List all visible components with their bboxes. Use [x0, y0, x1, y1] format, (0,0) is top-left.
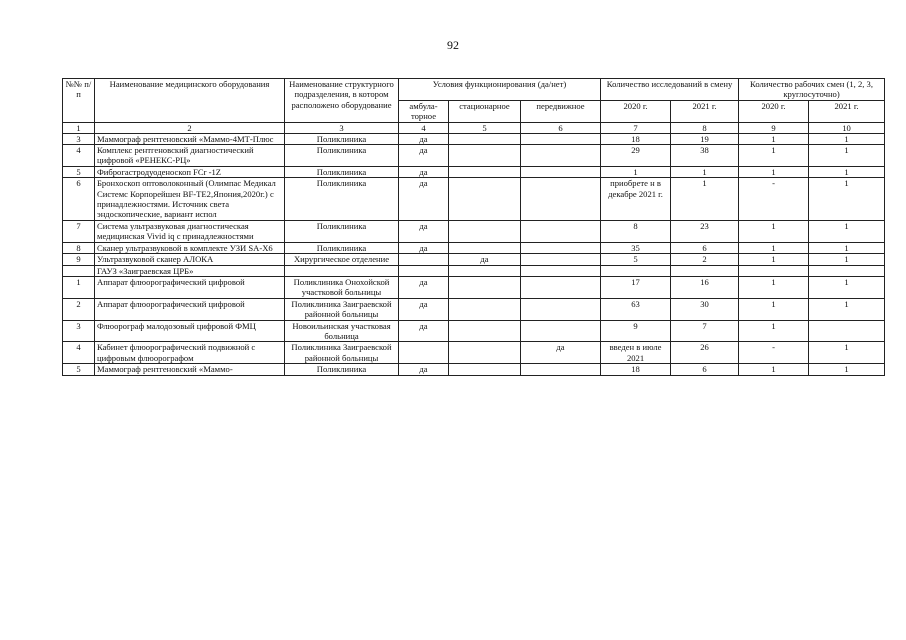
cell-s2020: 18 — [601, 364, 671, 375]
header-num: №№ п/п — [63, 79, 95, 123]
cell-name: Бронхоскоп оптоволоконный (Олимпас Медикал Системс Корпорейшен BF-TE2,Япония,2020г.) с принадлежностями. Источник света эндоскопические, вариант испол — [95, 178, 285, 221]
cell-stat: да — [449, 254, 521, 265]
cell-sh2020: 1 — [739, 220, 809, 242]
header-name: Наименование медицинского оборудования — [95, 79, 285, 123]
table-row — [63, 320, 885, 342]
cell-n: 8 — [63, 242, 95, 253]
header-shifts-2020: 2020 г. — [739, 100, 809, 122]
table-row — [63, 220, 885, 242]
header-studies: Количество исследований в смену — [601, 79, 739, 101]
section-empty-cell — [449, 265, 521, 276]
table-row — [63, 342, 885, 364]
section-empty-cell — [63, 265, 95, 276]
section-empty-cell — [809, 265, 885, 276]
cell-amb: да — [399, 364, 449, 375]
cell-name: Ультразвуковой сканер АЛОКА — [95, 254, 285, 265]
cell-s2021: 26 — [671, 342, 739, 364]
cell-s2020: 18 — [601, 133, 671, 144]
cell-s2020: 8 — [601, 220, 671, 242]
cell-unit: Новоильинская участковая больница — [285, 320, 399, 342]
cell-s2020: 17 — [601, 276, 671, 298]
cell-s2021: 7 — [671, 320, 739, 342]
cell-sh2021: 1 — [809, 145, 885, 167]
section-empty-cell — [399, 265, 449, 276]
section-empty-cell — [285, 265, 399, 276]
cell-name: Маммограф рентгеновский «Маммо- — [95, 364, 285, 375]
cell-sh2020: 1 — [739, 166, 809, 177]
column-number: 9 — [739, 122, 809, 133]
cell-unit: Хирургическое отделение — [285, 254, 399, 265]
cell-unit: Поликлиника — [285, 220, 399, 242]
cell-sh2021: 1 — [809, 254, 885, 265]
header-unit: Наименование структурного подразделения, в котором расположено оборудование — [285, 79, 399, 123]
cell-mob — [521, 254, 601, 265]
cell-unit: Поликлиника — [285, 364, 399, 375]
cell-mob — [521, 320, 601, 342]
cell-stat — [449, 145, 521, 167]
cell-n: 6 — [63, 178, 95, 221]
cell-mob — [521, 166, 601, 177]
cell-s2020: 29 — [601, 145, 671, 167]
cell-sh2021: 1 — [809, 276, 885, 298]
cell-n: 7 — [63, 220, 95, 242]
cell-amb: да — [399, 178, 449, 221]
cell-sh2021: 1 — [809, 242, 885, 253]
cell-sh2020: 1 — [739, 133, 809, 144]
column-number: 4 — [399, 122, 449, 133]
cell-name: Фиброгастродуоденоскоп FCr -1Z — [95, 166, 285, 177]
header-inpatient: стационарное — [449, 100, 521, 122]
cell-sh2021: 1 — [809, 166, 885, 177]
cell-name: Комплекс рентгеновский диагностический цифровой «РЕНЕКС-РЦ» — [95, 145, 285, 167]
column-number: 3 — [285, 122, 399, 133]
cell-sh2020: 1 — [739, 254, 809, 265]
table-row — [63, 133, 885, 144]
table-row — [63, 145, 885, 167]
cell-stat — [449, 320, 521, 342]
cell-sh2020: 1 — [739, 276, 809, 298]
cell-stat — [449, 133, 521, 144]
table-row — [63, 254, 885, 265]
cell-mob — [521, 276, 601, 298]
cell-sh2021: 1 — [809, 220, 885, 242]
cell-amb: да — [399, 298, 449, 320]
cell-n: 5 — [63, 166, 95, 177]
cell-n: 4 — [63, 342, 95, 364]
cell-amb: да — [399, 320, 449, 342]
section-empty-cell — [739, 265, 809, 276]
cell-stat — [449, 242, 521, 253]
cell-sh2021: 1 — [809, 342, 885, 364]
table-row — [63, 242, 885, 253]
section-row — [63, 265, 885, 276]
column-number-row — [63, 122, 885, 133]
cell-unit: Поликлиника — [285, 145, 399, 167]
cell-amb: да — [399, 242, 449, 253]
cell-s2021: 16 — [671, 276, 739, 298]
cell-stat — [449, 178, 521, 221]
table-row — [63, 298, 885, 320]
section-title: ГАУЗ «Заиграевская ЦРБ» — [95, 265, 285, 276]
cell-amb: да — [399, 220, 449, 242]
table-row — [63, 276, 885, 298]
cell-sh2020: 1 — [739, 364, 809, 375]
cell-sh2021: 1 — [809, 178, 885, 221]
cell-s2021: 6 — [671, 364, 739, 375]
cell-s2021: 19 — [671, 133, 739, 144]
cell-sh2020: - — [739, 178, 809, 221]
cell-name: Флюорограф малодозовый цифровой ФМЦ — [95, 320, 285, 342]
cell-s2020: 5 — [601, 254, 671, 265]
cell-mob — [521, 133, 601, 144]
table-row — [63, 166, 885, 177]
cell-sh2021: 1 — [809, 364, 885, 375]
cell-name: Маммограф рентгеновский «Маммо-4МТ-Плюс — [95, 133, 285, 144]
cell-mob — [521, 364, 601, 375]
column-number: 2 — [95, 122, 285, 133]
cell-n: 5 — [63, 364, 95, 375]
cell-s2020: 9 — [601, 320, 671, 342]
section-empty-cell — [521, 265, 601, 276]
cell-s2020: введен в июле 2021 — [601, 342, 671, 364]
cell-s2021: 30 — [671, 298, 739, 320]
cell-n: 1 — [63, 276, 95, 298]
cell-stat — [449, 364, 521, 375]
cell-mob — [521, 145, 601, 167]
header-ambulatory: амбула-торное — [399, 100, 449, 122]
cell-n: 3 — [63, 133, 95, 144]
cell-unit: Поликлиника — [285, 242, 399, 253]
header-studies-2020: 2020 г. — [601, 100, 671, 122]
cell-amb — [399, 254, 449, 265]
page-number: 92 — [447, 38, 459, 52]
table-row — [63, 178, 885, 221]
cell-sh2020: 1 — [739, 320, 809, 342]
cell-sh2020: 1 — [739, 145, 809, 167]
section-empty-cell — [601, 265, 671, 276]
column-number: 5 — [449, 122, 521, 133]
cell-amb: да — [399, 133, 449, 144]
header-studies-2021: 2021 г. — [671, 100, 739, 122]
cell-s2021: 2 — [671, 254, 739, 265]
cell-s2021: 23 — [671, 220, 739, 242]
cell-amb: да — [399, 166, 449, 177]
cell-unit: Поликлиника Заиграевской районной больницы — [285, 342, 399, 364]
cell-amb: да — [399, 145, 449, 167]
cell-mob — [521, 298, 601, 320]
cell-amb: да — [399, 276, 449, 298]
cell-sh2020: 1 — [739, 298, 809, 320]
cell-stat — [449, 276, 521, 298]
cell-mob — [521, 242, 601, 253]
cell-s2020: 63 — [601, 298, 671, 320]
cell-s2021: 38 — [671, 145, 739, 167]
cell-s2021: 1 — [671, 178, 739, 221]
cell-n: 9 — [63, 254, 95, 265]
column-number: 10 — [809, 122, 885, 133]
cell-name: Система ультразвуковая диагностическая медицинская Vivid iq с принадлежностями — [95, 220, 285, 242]
cell-unit: Поликлиника — [285, 133, 399, 144]
cell-stat — [449, 298, 521, 320]
cell-name: Аппарат флюорографический цифровой — [95, 276, 285, 298]
cell-name: Сканер ультразвуковой в комплекте УЗИ SA-X6 — [95, 242, 285, 253]
cell-stat — [449, 342, 521, 364]
cell-sh2021 — [809, 320, 885, 342]
cell-amb — [399, 342, 449, 364]
cell-n: 4 — [63, 145, 95, 167]
column-number: 6 — [521, 122, 601, 133]
cell-stat — [449, 220, 521, 242]
cell-name: Кабинет флюорографический подвижной с цифровым флюорографом — [95, 342, 285, 364]
cell-s2020: 1 — [601, 166, 671, 177]
section-empty-cell — [671, 265, 739, 276]
cell-unit: Поликлиника Заиграевской районной больницы — [285, 298, 399, 320]
column-number: 1 — [63, 122, 95, 133]
cell-mob: да — [521, 342, 601, 364]
column-number: 7 — [601, 122, 671, 133]
table-row — [63, 364, 885, 375]
cell-mob — [521, 178, 601, 221]
column-number: 8 — [671, 122, 739, 133]
cell-unit: Поликлиника — [285, 178, 399, 221]
cell-s2021: 6 — [671, 242, 739, 253]
cell-name: Аппарат флюорографический цифровой — [95, 298, 285, 320]
cell-n: 3 — [63, 320, 95, 342]
header-mobile: передвижное — [521, 100, 601, 122]
cell-s2020: 35 — [601, 242, 671, 253]
equipment-table — [62, 78, 885, 376]
header-shifts-2021: 2021 г. — [809, 100, 885, 122]
cell-sh2020: 1 — [739, 242, 809, 253]
cell-s2021: 1 — [671, 166, 739, 177]
cell-n: 2 — [63, 298, 95, 320]
cell-unit: Поликлиника Онохойской участковой больницы — [285, 276, 399, 298]
cell-sh2020: - — [739, 342, 809, 364]
cell-sh2021: 1 — [809, 298, 885, 320]
cell-s2020: приобрете н в декабре 2021 г. — [601, 178, 671, 221]
cell-sh2021: 1 — [809, 133, 885, 144]
header-shifts: Количество рабочих смен (1, 2, 3, круглосуточно) — [739, 79, 885, 101]
header-conditions: Условия функционирования (да/нет) — [399, 79, 601, 101]
cell-mob — [521, 220, 601, 242]
cell-unit: Поликлиника — [285, 166, 399, 177]
cell-stat — [449, 166, 521, 177]
